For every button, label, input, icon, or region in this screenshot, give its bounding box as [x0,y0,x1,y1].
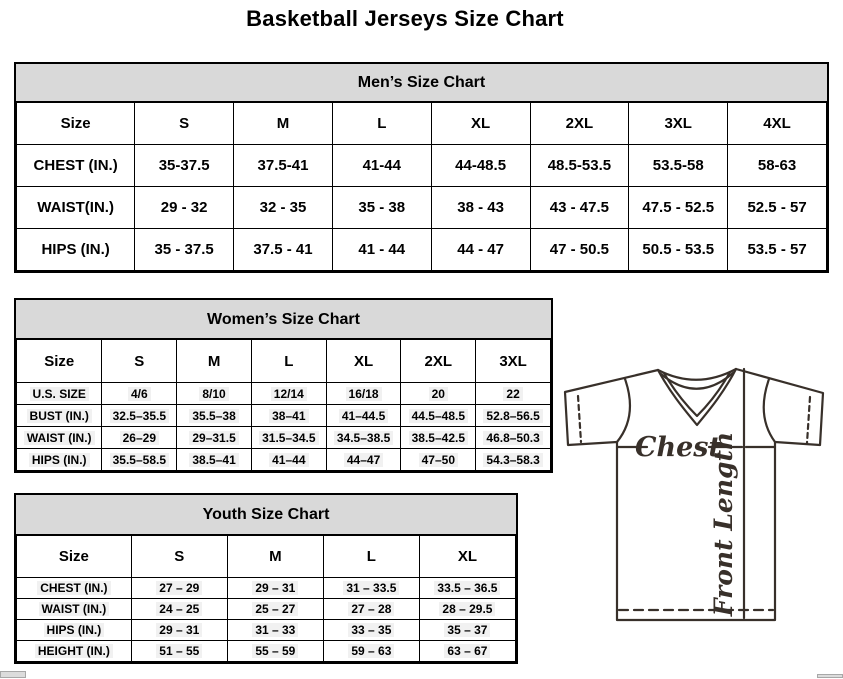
column-header: Size [17,103,135,145]
table-cell: 47.5 - 52.5 [629,187,728,229]
table-cell: 12/14 [251,383,326,405]
row-label: CHEST (IN.) [17,578,132,599]
table-cell: 51 – 55 [131,641,227,662]
table-cell: 34.5–38.5 [326,427,401,449]
row-label: CHEST (IN.) [17,145,135,187]
table-cell: 38–41 [251,405,326,427]
jersey-measurement-diagram [540,352,840,637]
header-row [17,340,551,383]
chest-label: Chest [635,432,721,463]
table-cell: 8/10 [177,383,252,405]
table-row [17,578,516,599]
table-cell: 4/6 [102,383,177,405]
column-header: L [251,340,326,383]
table-cell: 58-63 [728,145,827,187]
womens-size-table [16,339,551,471]
row-label: HIPS (IN.) [17,229,135,271]
table-row [17,599,516,620]
column-header: 3XL [476,340,551,383]
row-label: BUST (IN.) [17,405,102,427]
table-cell: 59 – 63 [323,641,419,662]
table-cell: 31 – 33.5 [323,578,419,599]
table-cell: 31 – 33 [227,620,323,641]
table-cell: 44 - 47 [431,229,530,271]
column-header: 3XL [629,103,728,145]
table-row [17,187,827,229]
womens-chart-title: Women’s Size Chart [16,300,551,339]
row-label: WAIST (IN.) [17,599,132,620]
table-cell: 35.5–38 [177,405,252,427]
mens-size-table [16,102,827,271]
table-cell: 41-44 [332,145,431,187]
horizontal-scrollbar-track-end[interactable] [817,674,843,678]
table-row [17,449,551,471]
row-label: HEIGHT (IN.) [17,641,132,662]
table-cell: 52.8–56.5 [476,405,551,427]
column-header: L [332,103,431,145]
table-cell: 41 - 44 [332,229,431,271]
table-cell: 32 - 35 [234,187,333,229]
table-row [17,229,827,271]
table-cell: 25 – 27 [227,599,323,620]
header-row [17,103,827,145]
table-cell: 28 – 29.5 [419,599,515,620]
mens-size-chart [14,62,829,273]
column-header: 4XL [728,103,827,145]
table-row [17,405,551,427]
column-header: S [102,340,177,383]
youth-chart-title: Youth Size Chart [16,495,516,535]
table-cell: 38.5–41 [177,449,252,471]
table-cell: 33 – 35 [323,620,419,641]
table-cell: 20 [401,383,476,405]
column-header: L [323,536,419,578]
jersey-right-armhole-seam [764,379,775,442]
table-cell: 27 – 29 [131,578,227,599]
table-cell: 35 - 37.5 [135,229,234,271]
table-cell: 29 – 31 [227,578,323,599]
table-cell: 63 – 67 [419,641,515,662]
table-cell: 29–31.5 [177,427,252,449]
column-header: M [234,103,333,145]
youth-size-chart [14,493,518,664]
table-cell: 26–29 [102,427,177,449]
jersey-left-cuff-dashes [578,396,581,442]
table-cell: 44-48.5 [431,145,530,187]
table-row [17,145,827,187]
column-header: XL [431,103,530,145]
table-cell: 46.8–50.3 [476,427,551,449]
page-title: Basketball Jerseys Size Chart [246,6,564,31]
table-cell: 54.3–58.3 [476,449,551,471]
table-row [17,427,551,449]
column-header: S [131,536,227,578]
table-cell: 33.5 – 36.5 [419,578,515,599]
table-cell: 50.5 - 53.5 [629,229,728,271]
column-header: XL [326,340,401,383]
jersey-right-cuff-dashes [807,397,810,443]
row-label: WAIST(IN.) [17,187,135,229]
table-cell: 38.5–42.5 [401,427,476,449]
table-cell: 41–44.5 [326,405,401,427]
row-label: WAIST (IN.) [17,427,102,449]
table-cell: 35 – 37 [419,620,515,641]
table-cell: 35-37.5 [135,145,234,187]
table-row [17,641,516,662]
jersey-outline-icon [540,352,840,637]
column-header: S [135,103,234,145]
table-cell: 38 - 43 [431,187,530,229]
table-cell: 55 – 59 [227,641,323,662]
table-cell: 35.5–58.5 [102,449,177,471]
table-cell: 43 - 47.5 [530,187,629,229]
table-cell: 37.5-41 [234,145,333,187]
table-cell: 22 [476,383,551,405]
table-cell: 41–44 [251,449,326,471]
table-cell: 47 - 50.5 [530,229,629,271]
column-header: M [177,340,252,383]
youth-size-table [16,535,516,662]
mens-chart-title: Men’s Size Chart [16,64,827,102]
table-cell: 16/18 [326,383,401,405]
row-label: HIPS (IN.) [17,449,102,471]
column-header: Size [17,536,132,578]
table-cell: 48.5-53.5 [530,145,629,187]
table-cell: 53.5-58 [629,145,728,187]
header-row [17,536,516,578]
table-cell: 52.5 - 57 [728,187,827,229]
table-cell: 53.5 - 57 [728,229,827,271]
table-cell: 32.5–35.5 [102,405,177,427]
womens-size-chart [14,298,553,473]
table-row [17,620,516,641]
jersey-collar-back-arc [658,369,736,380]
front-length-label: Front Length [709,431,738,617]
jersey-left-armhole-seam [617,379,630,442]
table-cell: 29 - 32 [135,187,234,229]
table-cell: 44–47 [326,449,401,471]
column-header: XL [419,536,515,578]
column-header: Size [17,340,102,383]
row-label: HIPS (IN.) [17,620,132,641]
table-cell: 35 - 38 [332,187,431,229]
column-header: 2XL [401,340,476,383]
table-row [17,383,551,405]
table-cell: 29 – 31 [131,620,227,641]
column-header: M [227,536,323,578]
horizontal-scrollbar-thumb[interactable] [0,671,26,678]
jersey-body-outline [565,369,823,620]
table-cell: 31.5–34.5 [251,427,326,449]
table-cell: 27 – 28 [323,599,419,620]
column-header: 2XL [530,103,629,145]
table-cell: 44.5–48.5 [401,405,476,427]
table-cell: 47–50 [401,449,476,471]
table-cell: 37.5 - 41 [234,229,333,271]
table-cell: 24 – 25 [131,599,227,620]
row-label: U.S. SIZE [17,383,102,405]
